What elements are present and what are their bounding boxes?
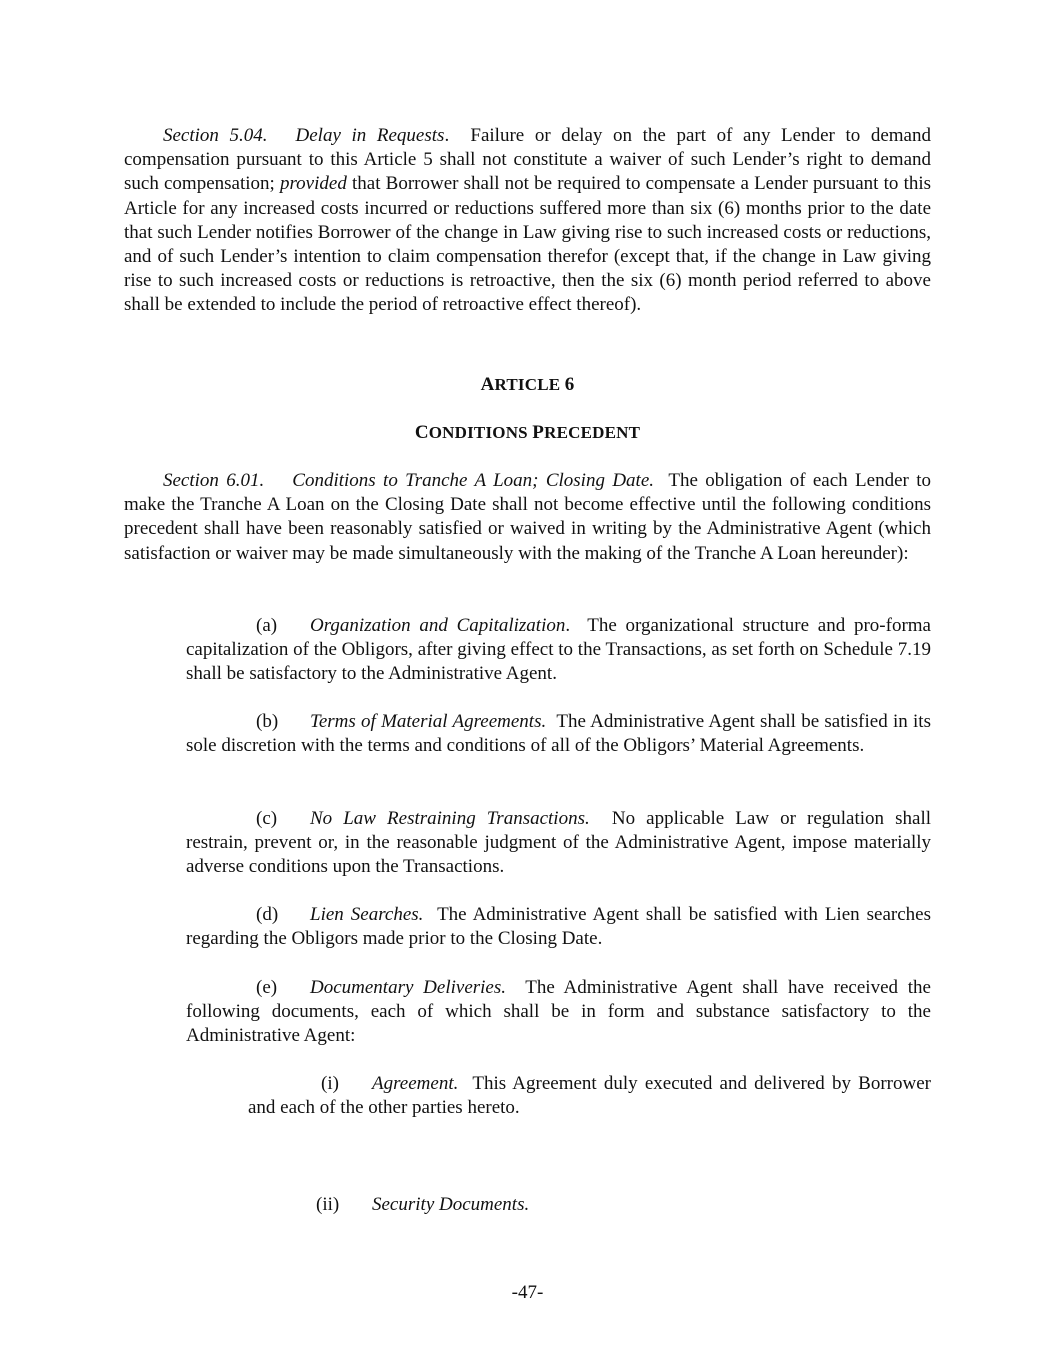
item-c-title: No Law Restraining Transactions.: [310, 808, 590, 829]
section-6-01-text: The obligation of each Lender to make the Tranche A Loan on the Closing Date shall not become effective until the following conditions precedent shall have been reasonably satisfied or waived in writing by the Administrative Agent (which satisfaction or waiver may be made simultaneously with the making of the Tranche A Loan hereunder):: [124, 470, 931, 564]
item-e-number: (e): [256, 977, 278, 998]
item-i: [248, 1072, 931, 1120]
section-5-04-text-2: that Borrower shall not be required to compensate a Lender pursuant to this Article for any increased costs incurred or reductions suffered more than six (6) months prior to the date that such Lender notifies Borrower of the change in Law giving rise to such increased costs or reductions, and of such Lender’s intention to claim compensation therefor (except that, if the change in Law giving rise to such increased costs or reductions is retroactive, then the six (6) month period referred to above shall be extended to include the period of retroactive effect thereof).: [124, 173, 932, 316]
item-ii: [248, 1193, 931, 1217]
section-5-04-label: Section 5.04.: [163, 125, 268, 146]
item-e-title: Documentary Deliveries.: [310, 977, 507, 998]
provided-term: provided: [279, 173, 347, 195]
item-i-title: Agreement.: [372, 1073, 459, 1094]
item-i-number: (i): [321, 1073, 339, 1094]
item-c: [186, 807, 931, 880]
section-5-04-title: Delay in Requests: [295, 125, 445, 146]
section-5-04-paragraph: Section 5.04. Delay in Requests. Failure or delay on the part of any Lender to demand compensation pursuant to this Article 5 shall not constitute a waiver of such Lender’s right to demand such compensation; provided that Borrower shall not be required to compensate a Lender pursuant to this Article for any increased costs incurred or reductions suffered more than six (6) months prior to the date that such Lender notifies Borrower of the change in Law giving rise to such increased costs or reductions, and of such Lender’s intention to claim compensation therefor (except that, if the change in Law giving rise to such increased costs or reductions is retroactive, then the six (6) month period referred to above shall be extended to include the period of retroactive effect thereof).: [124, 125, 932, 316]
item-a-text: The organizational structure and pro-forma capitalization of the Obligors, after giving effect to the Transactions, as set forth on Schedule 7.19 shall be satisfactory to the Administrative Agent.: [186, 615, 931, 685]
item-b-text: The Administrative Agent shall be satisfied in its sole discretion with the terms and conditions of all of the Obligors’ Material Agreements.: [186, 711, 931, 757]
section-6-01-paragraph: [124, 469, 931, 566]
item-c-number: (c): [256, 808, 278, 829]
item-d-number: (d): [256, 904, 279, 925]
item-ii-number: (ii): [316, 1194, 340, 1215]
section-5-04-text-1: Failure or delay on the part of any Lender to demand compensation pursuant to this Article 5 shall not constitute a waiver of such Lender’s right to demand such compensation;: [124, 125, 931, 195]
item-b-number: (b): [256, 711, 279, 732]
item-a-number: (a): [256, 615, 278, 636]
article-heading: ARTICLE 6: [480, 374, 575, 395]
page-number: -47-: [511, 1282, 544, 1303]
item-i-text: This Agreement duly executed and delivered by Borrower and each of the other parties hereto.: [248, 1073, 931, 1119]
item-d: [186, 903, 931, 951]
section-6-01-label: Section 6.01.: [163, 470, 265, 491]
item-e: [186, 976, 931, 1049]
item-a-title: Organization and Capitalization: [310, 615, 566, 636]
item-b-title: Terms of Material Agreements.: [310, 711, 547, 732]
item-b: [186, 710, 931, 758]
item-d-title: Lien Searches.: [310, 904, 424, 925]
article-number: 6: [564, 374, 575, 395]
item-e-text: The Administrative Agent shall have received the following documents, each of which shall be in form and substance satisfactory to the Administrative Agent:: [186, 977, 931, 1047]
item-d-text: The Administrative Agent shall be satisfied with Lien searches regarding the Obligors made prior to the Closing Date.: [186, 904, 931, 950]
item-a: (a) Organization and Capitalization. The organizational structure and pro-forma capitalization of the Obligors, after giving effect to the Transactions, as set forth on Schedule 7.19 shall be satisfactory to the Administrative Agent.: [186, 615, 931, 685]
section-6-01-title: Conditions to Tranche A Loan; Closing Date.: [292, 470, 655, 491]
article-title: CONDITIONS PRECEDENT: [414, 422, 641, 443]
item-c-text: No applicable Law or regulation shall restrain, prevent or, in the reasonable judgment of the Administrative Agent, impose materially adverse conditions upon the Transactions.: [186, 808, 932, 878]
item-ii-title: Security Documents.: [372, 1194, 530, 1215]
